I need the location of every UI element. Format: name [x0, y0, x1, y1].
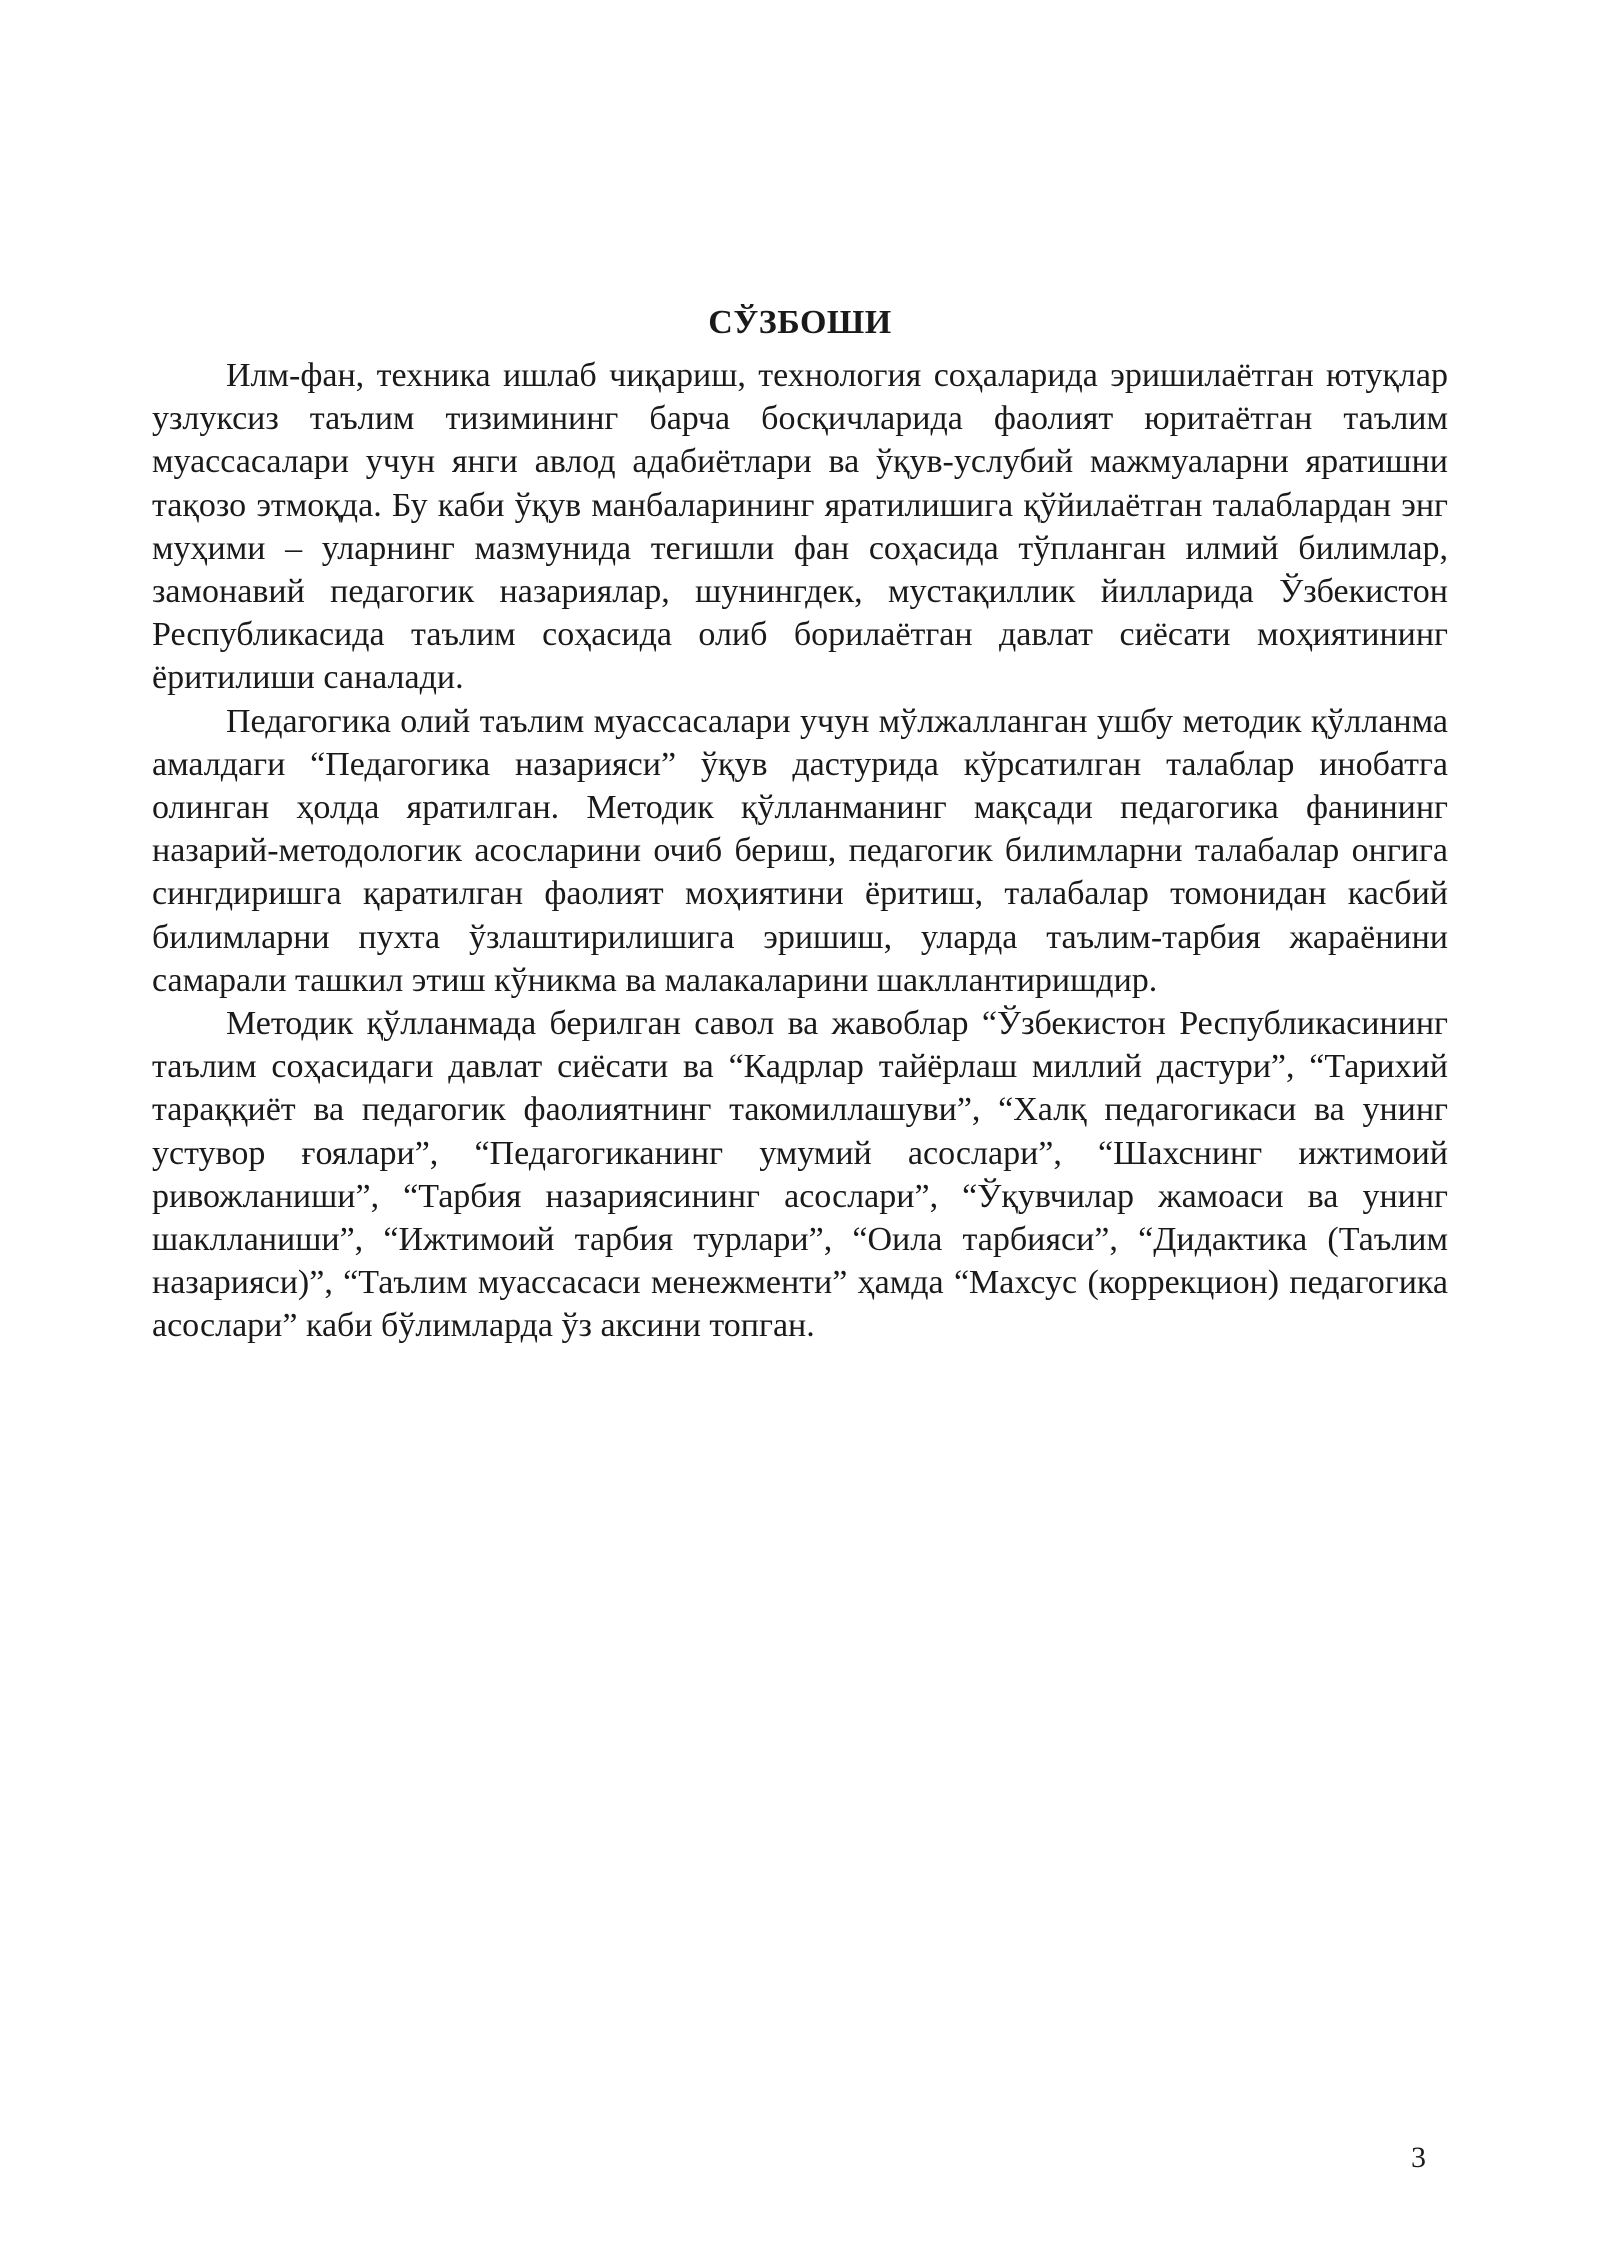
paragraph-1: Илм-фан, техника ишлаб чиқариш, технология соҳаларида эришилаётган ютуқлар узлуксиз таълим тизимининг барча босқичларида фаолият юритаётган таълим муассасалари учун янги авлод адабиётлари ва ўқув-услубий мажмуаларни яратишни тақозо этмоқда. Бу каби ўқув манбаларининг яратилишига қўйилаётган талаблардан энг муҳими – уларнинг мазмунида тегишли фан соҳасида тўпланган илмий билимлар, замонавий педагогик назариялар, шунингдек, мустақиллик йилларида Ўзбекистон Республикасида таълим соҳасида олиб борилаётган давлат сиёсати моҳиятининг ёритилиши саналади.: [152, 357, 1448, 697]
paragraph-2: Педагогика олий таълим муассасалари учун мўлжалланган ушбу методик қўлланма амалдаги “Педагогика назарияси” ўқув дастурида кўрсатилган талаблар инобатга олинган ҳолда яратилган. Методик қўлланманинг мақсади педагогика фанининг назарий-методологик асосларини очиб бериш, педагогик билимларни талабалар онгига сингдиришга қаратилган фаолият моҳиятини ёритиш, талабалар томонидан касбий билимларни пухта ўзлаштирилишига эришиш, уларда таълим-тарбия жараёнини самарали ташкил этиш кўникма ва малакаларини шакллантиришдир.: [152, 702, 1448, 999]
page-number: 3: [1411, 2141, 1426, 2174]
paragraph-3: Методик қўлланмада берилган савол ва жавоблар “Ўзбекистон Республикасининг таълим соҳасидаги давлат сиёсати ва “Кадрлар тайёрлаш миллий дастури”, “Тарихий тараққиёт ва педагогик фаолиятнинг такомиллашуви”, “Халқ педагогикаси ва унинг устувор ғоялари”, “Педагогиканинг умумий асослари”, “Шахснинг ижтимоий ривожланиши”, “Тарбия назариясининг асослари”, “Ўқувчилар жамоаси ва унинг шаклланиши”, “Ижтимоий тарбия турлари”, “Оила тарбияси”, “Дидактика (Таълим назарияси)”, “Таълим муассасаси менежменти” ҳамда “Махсус (коррекцион) педагогика асослари” каби бўлимларда ўз аксини топган.: [152, 1005, 1448, 1345]
document-body: [152, 298, 1448, 1348]
page-title: СЎЗБОШИ: [708, 304, 892, 341]
